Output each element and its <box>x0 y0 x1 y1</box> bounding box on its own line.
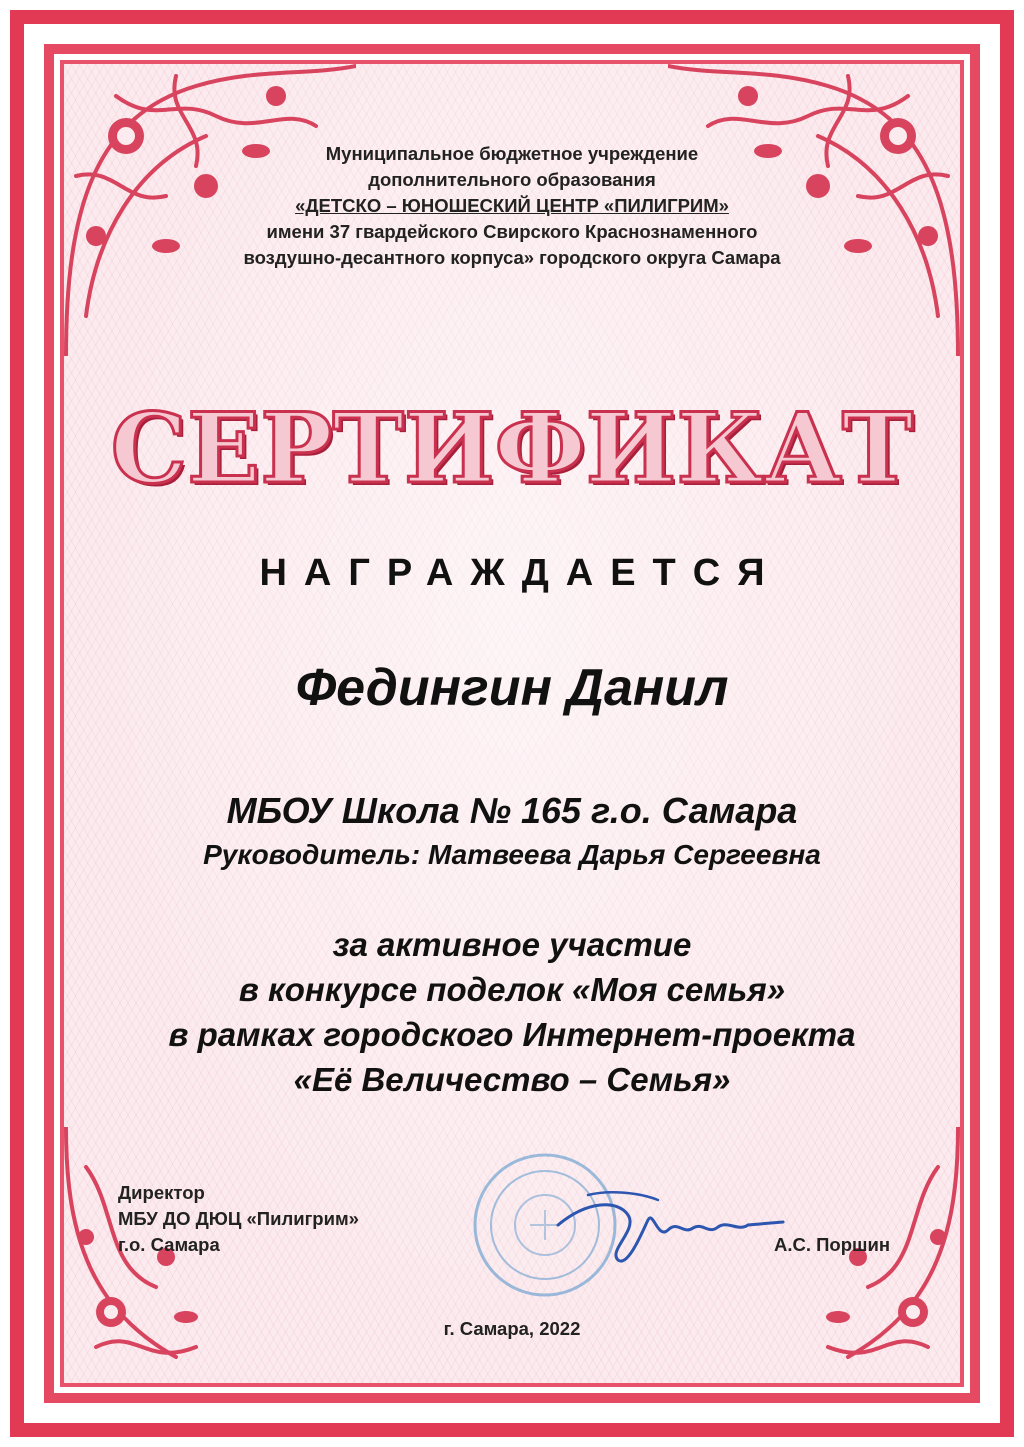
signatory-name: А.С. Поршин <box>774 1234 891 1255</box>
position-line-3: г.о. Самара <box>118 1234 220 1255</box>
header-line-1: Муниципальное бюджетное учреждение <box>325 143 699 164</box>
place-and-year: г. Самара, 2022 <box>443 1318 581 1339</box>
position-line-2: МБУ ДО ДЮЦ «Пилигрим» <box>118 1208 359 1229</box>
recipient-name: Федингин Данил <box>295 659 729 717</box>
header-line-4: имени 37 гвардейского Свирского Краснознаменного <box>266 221 758 242</box>
position-line-1: Директор <box>118 1182 205 1203</box>
signatory-position <box>118 1180 359 1258</box>
corner-ornament-bottom-right <box>798 1127 968 1387</box>
header-line-3: «ДЕТСКО – ЮНОШЕСКИЙ ЦЕНТР «ПИЛИГРИМ» <box>295 195 729 216</box>
leader-name: Руководитель: Матвеева Дарья Сергеевна <box>203 839 821 870</box>
awarded-label: НАГРАЖДАЕТСЯ <box>259 552 782 594</box>
header-line-2: дополнительного образования <box>368 169 656 190</box>
reason-line-3: в рамках городского Интернет-проекта <box>168 1016 856 1053</box>
institution-header <box>0 141 1024 271</box>
flourish-icon <box>798 1127 968 1387</box>
reason-line-2: в конкурсе поделок «Моя семья» <box>238 971 786 1008</box>
reason-line-4: «Её Величество – Семья» <box>293 1061 731 1098</box>
certificate-title: СЕРТИФИКАТ <box>110 392 914 505</box>
signature-icon <box>548 1180 788 1270</box>
reason-line-1: за активное участие <box>332 926 692 963</box>
award-reason <box>0 922 1024 1102</box>
header-line-5: воздушно-десантного корпуса» городского округа Самара <box>243 247 781 268</box>
school-name: МБОУ Школа № 165 г.о. Самара <box>226 790 798 831</box>
